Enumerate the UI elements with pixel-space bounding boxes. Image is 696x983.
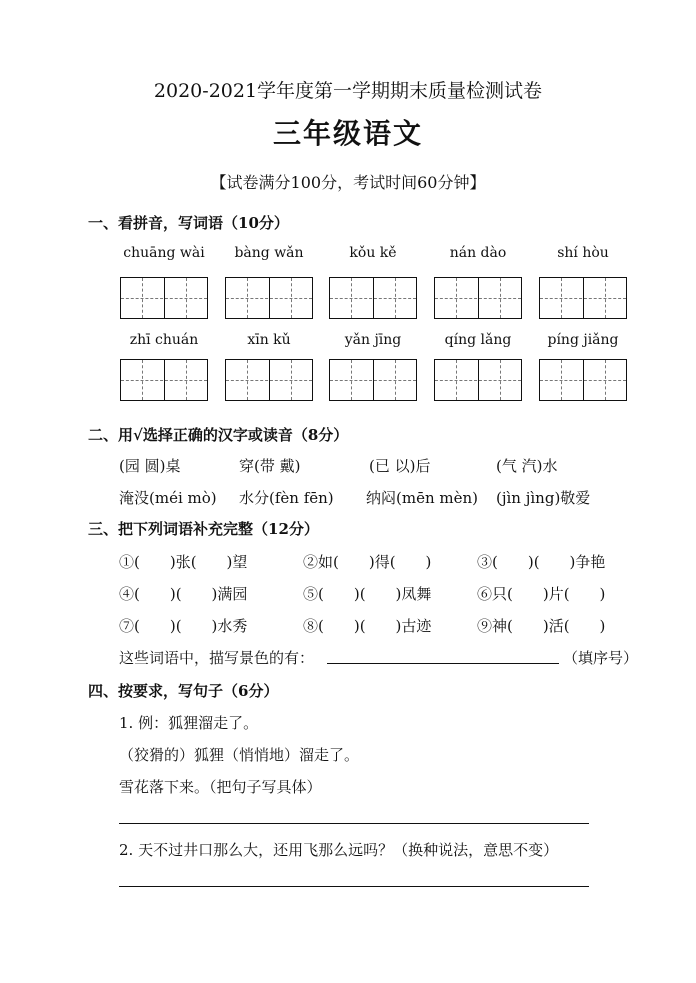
fill-item[interactable]: ⑥只( )片( ) [477,585,606,603]
fill-item[interactable]: ⑦( )( )水秀 [119,617,248,635]
writing-grid[interactable] [539,277,627,319]
pinyin-label: shí hòu [557,245,609,261]
writing-grid[interactable] [434,359,522,401]
pinyin-label: qíng lǎng [444,332,512,348]
choice-item[interactable]: (园 圆)桌 [119,457,181,475]
section4-title: 四、按要求，写句子（6分） [88,682,279,700]
pinyin-label: píng jiǎng [547,332,619,348]
fill-item[interactable]: ⑤( )( )凤舞 [303,585,432,603]
choice-item[interactable]: 淹没(méi mò) [119,489,217,507]
writing-grid[interactable] [120,359,208,401]
pinyin-label: bàng wǎn [234,245,304,261]
pinyin-label: nán dào [449,245,507,261]
fill-item[interactable]: ⑨神( )活( ) [477,617,606,635]
pinyin-label: kǒu kě [349,245,397,261]
scenery-question: 这些词语中，描写景色的有： [119,649,315,667]
question-1-example: （狡猾的）狐狸（悄悄地）溜走了。 [119,746,360,764]
writing-grid[interactable] [225,359,313,401]
section1-title: 一、看拼音，写词语（10分） [88,214,289,232]
section3-title: 三、把下列词语补充完整（12分） [88,520,319,538]
writing-grid[interactable] [434,277,522,319]
answer-line[interactable] [119,886,589,887]
writing-grid[interactable] [329,277,417,319]
question-1-task: 雪花落下来。（把句子写具体） [119,778,322,796]
question-2: 2. 天不过井口那么大，还用飞那么远吗？（换种说法，意思不变） [119,841,559,859]
answer-line[interactable] [119,823,589,824]
answer-line[interactable] [327,663,559,664]
choice-item[interactable]: (已 以)后 [369,457,431,475]
fill-note: （填序号） [563,649,639,667]
fill-item[interactable]: ④( )( )满园 [119,585,248,603]
writing-grid[interactable] [539,359,627,401]
writing-grid[interactable] [120,277,208,319]
pinyin-label: chuāng wài [123,245,205,261]
subject-title: 三年级语文 [272,117,423,150]
exam-title: 2020-2021学年度第一学期期末质量检测试卷 [153,80,543,102]
choice-item[interactable]: 穿(带 戴) [239,457,301,475]
question-1-label: 1. 例：狐狸溜走了。 [119,714,259,732]
pinyin-label: yǎn jīng [344,332,402,348]
fill-item[interactable]: ①( )张( )望 [119,553,248,571]
exam-info: 【试卷满分100分，考试时间60分钟】 [210,173,486,192]
section2-title: 二、用√选择正确的汉字或读音（8分） [88,426,349,444]
choice-item[interactable]: 水分(fèn fēn) [239,489,334,507]
writing-grid[interactable] [329,359,417,401]
fill-item[interactable]: ②如( )得( ) [303,553,432,571]
writing-grid[interactable] [225,277,313,319]
pinyin-label: xīn kǔ [247,332,291,348]
choice-item[interactable]: (气 汽)水 [496,457,558,475]
choice-item[interactable]: 纳闷(mēn mèn) [366,489,478,507]
pinyin-label: zhī chuán [129,332,199,348]
choice-item[interactable]: (jìn jìng)敬爱 [496,489,591,507]
fill-item[interactable]: ③( )( )争艳 [477,553,606,571]
fill-item[interactable]: ⑧( )( )古迹 [303,617,432,635]
